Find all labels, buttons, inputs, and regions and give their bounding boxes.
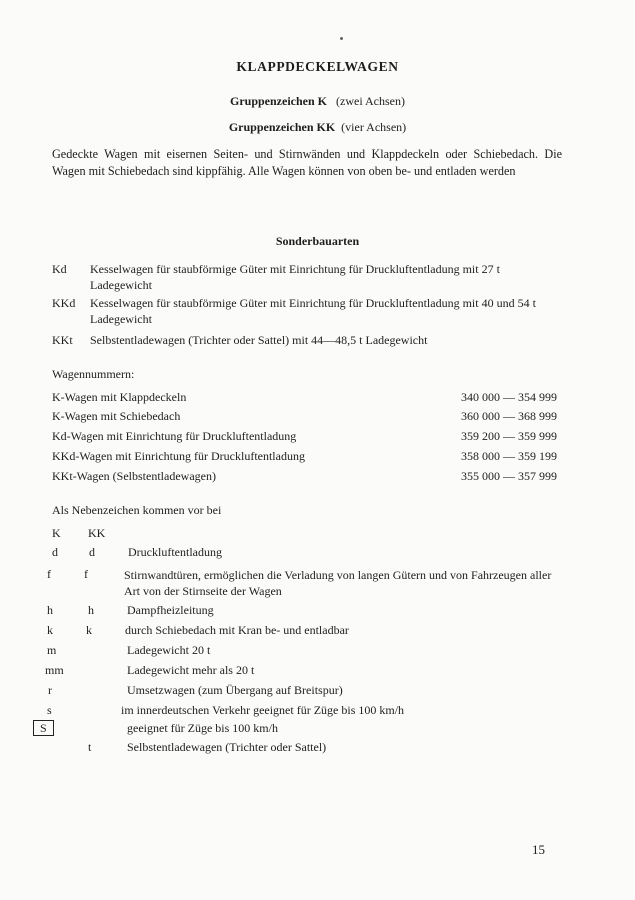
nebenzeichen-desc: Dampfheizleitung	[127, 603, 214, 617]
nebenzeichen-k: r	[48, 683, 52, 697]
sonderbauart-row	[52, 295, 562, 327]
wagennummer-row	[52, 390, 557, 408]
wagennummern-label: Wagennummern:	[52, 367, 135, 381]
wagen-name: K-Wagen mit Schiebedach	[52, 409, 181, 423]
wagennummer-row	[52, 469, 557, 487]
nebenzeichen-desc: Selbstentladewagen (Trichter oder Sattel)	[127, 740, 327, 754]
gruppenzeichen-label: Gruppenzeichen KK	[228, 120, 336, 134]
page-number: 15	[532, 842, 545, 857]
nummern-range: 340 000 — 354 999	[461, 390, 557, 404]
gruppenzeichen-label: Gruppenzeichen K	[230, 94, 328, 108]
wagen-name: KKt-Wagen (Selbstentladewagen)	[52, 469, 216, 483]
speck	[340, 37, 343, 40]
page-title: KLAPPDECKELWAGEN	[236, 59, 399, 74]
gruppenzeichen-k	[0, 94, 635, 109]
nebenzeichen-desc: durch Schiebedach mit Kran be- und entladbar	[125, 623, 349, 637]
nebenzeichen-k: f	[47, 567, 51, 581]
sonderbauart-row	[52, 332, 562, 348]
col-header-kk: KK	[88, 526, 106, 540]
gruppenzeichen-note: (vier Achsen)	[341, 120, 407, 134]
nebenzeichen-desc: geeignet für Züge bis 100 km/h	[127, 721, 278, 735]
nebenzeichen-kk: t	[88, 740, 92, 754]
gruppenzeichen-note: (zwei Achsen)	[336, 94, 405, 108]
col-header-k: K	[52, 526, 61, 540]
sonderbauart-row	[52, 261, 562, 293]
nebenzeichen-k: d	[52, 545, 58, 559]
wagen-name: K-Wagen mit Klappdeckeln	[52, 390, 187, 404]
sonderbauart-code: KKt	[52, 333, 73, 347]
wagennummer-row	[52, 409, 557, 427]
nebenzeichen-k: mm	[45, 663, 64, 677]
nebenzeichen-desc: Stirnwandtüren, ermöglichen die Verladung von langen Gütern und von Fahrzeugen aller Art von der Stirnseite der Wagen	[124, 568, 552, 598]
sonderbauart-code: Kd	[52, 262, 67, 276]
nummern-range: 358 000 — 359 199	[461, 449, 557, 463]
wagen-name: KKd-Wagen mit Einrichtung für Druckluftentladung	[52, 449, 305, 463]
nebenzeichen-kk: h	[88, 603, 94, 617]
sonderbauart-desc: Selbstentladewagen (Trichter oder Sattel) mit 44—48,5 t Ladegewicht	[90, 333, 428, 347]
boxed-symbol: S	[33, 720, 54, 736]
nebenzeichen-kk: f	[84, 567, 88, 581]
nebenzeichen-desc: Ladegewicht 20 t	[127, 643, 211, 657]
nebenzeichen-desc: Ladegewicht mehr als 20 t	[127, 663, 255, 677]
nebenzeichen-kk: d	[89, 545, 95, 559]
nummern-range: 355 000 — 357 999	[461, 469, 557, 483]
gruppenzeichen-kk	[0, 120, 635, 135]
sonderbauart-code: KKd	[52, 296, 76, 310]
wagennummer-row	[52, 449, 557, 467]
nebenzeichen-k-boxed	[33, 720, 54, 736]
nebenzeichen-k: h	[47, 603, 53, 617]
nebenzeichen-intro: Als Nebenzeichen kommen vor bei	[52, 503, 222, 517]
wagen-name: Kd-Wagen mit Einrichtung für Druckluftentladung	[52, 429, 297, 443]
sonderbauart-desc: Kesselwagen für staubförmige Güter mit Einrichtung für Druckluftentladung mit 40 und 54 t Ladegewicht	[90, 296, 536, 326]
intro-paragraph: Gedeckte Wagen mit eisernen Seiten- und Stirnwänden und Klappdeckeln oder Schiebedach. Die Wagen mit Schiebedach sind kippfähig. Alle Wagen können von oben be- und entladen werden	[52, 147, 562, 178]
wagennummer-row	[52, 429, 557, 447]
nebenzeichen-desc: im innerdeutschen Verkehr geeignet für Züge bis 100 km/h	[121, 703, 405, 717]
nebenzeichen-desc: Umsetzwagen (zum Übergang auf Breitspur)	[127, 683, 343, 697]
sonderbauarten-heading: Sonderbauarten	[275, 234, 360, 248]
nebenzeichen-kk: k	[86, 623, 92, 637]
nebenzeichen-desc: Druckluftentladung	[128, 545, 222, 559]
nebenzeichen-k: m	[47, 643, 57, 657]
nummern-range: 359 200 — 359 999	[461, 429, 557, 443]
nebenzeichen-k: k	[47, 623, 53, 637]
nummern-range: 360 000 — 368 999	[461, 409, 557, 423]
sonderbauart-desc: Kesselwagen für staubförmige Güter mit Einrichtung für Druckluftentladung mit 27 t Ladegewicht	[90, 262, 500, 292]
nebenzeichen-k: s	[47, 703, 52, 717]
